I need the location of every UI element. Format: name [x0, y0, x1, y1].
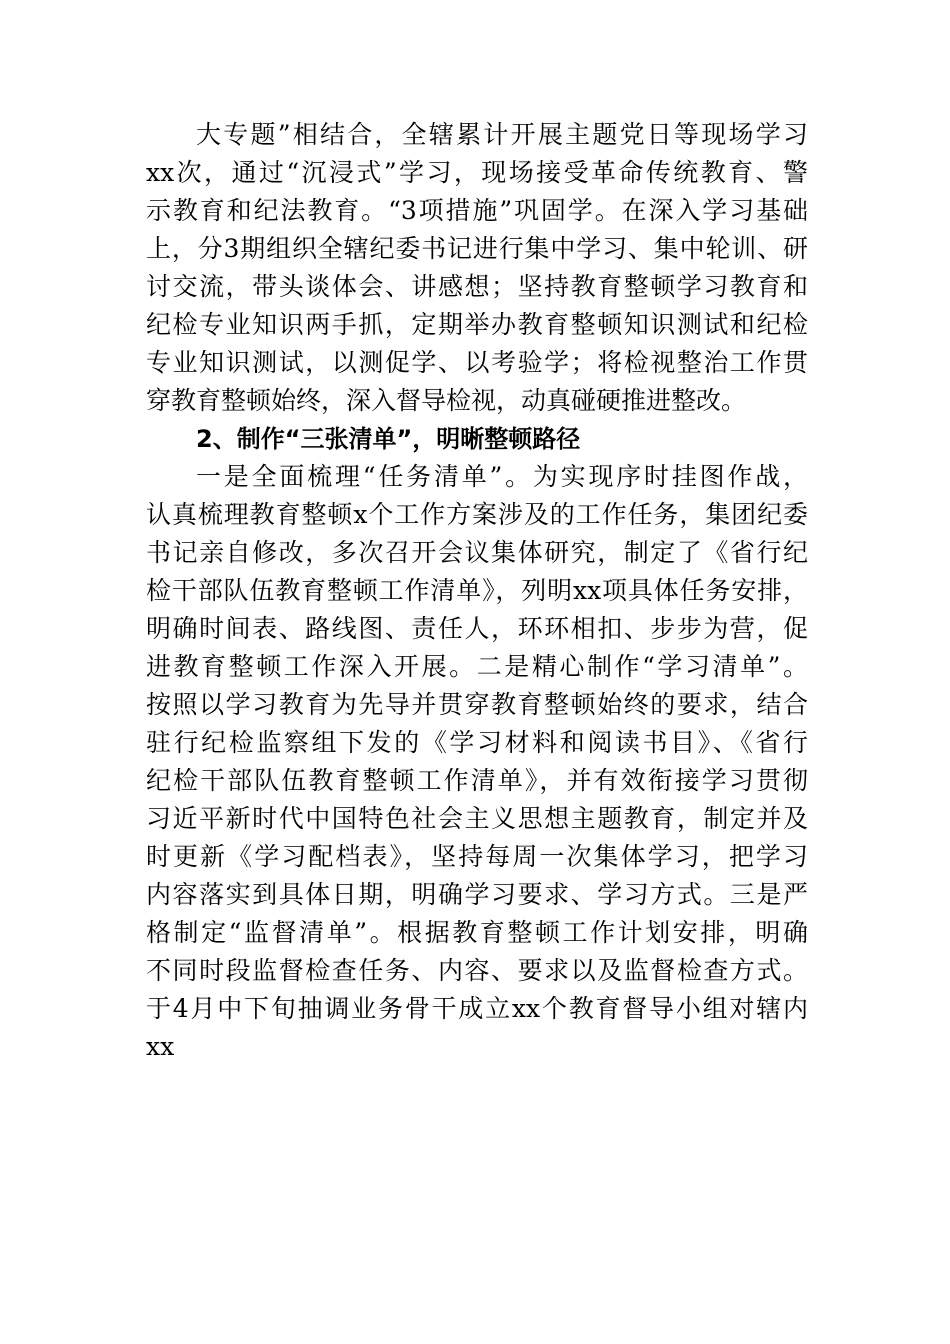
text-line: 书记亲自修改，多次召开会议集体研究，制定了《省行纪 [146, 538, 808, 567]
paragraph-2 [146, 458, 808, 1066]
text-line: xx [146, 1032, 175, 1061]
text-line: xx次，通过“沉浸式”学习，现场接受革命传统教育、警 [146, 158, 808, 187]
text-line: 驻行纪检监察组下发的《学习材料和阅读书目》、《省行 [146, 728, 808, 757]
text-line: 穿教育整顿始终，深入督导检视，动真碰硬推进整改。 [146, 386, 747, 415]
text-line: 检干部队伍教育整顿工作清单》，列明xx项具体任务安排， [146, 576, 808, 605]
text-line: 一是全面梳理“任务清单”。为实现序时挂图作战， [196, 462, 808, 491]
text-line: 进教育整顿工作深入开展。二是精心制作“学习清单”。 [146, 652, 808, 681]
text-line: 专业知识测试，以测促学、以考验学；将检视整治工作贯 [146, 348, 808, 377]
text-line: 时更新《学习配档表》，坚持每周一次集体学习，把学习 [146, 842, 808, 871]
text-line: 明确时间表、路线图、责任人，环环相扣、步步为营，促 [146, 614, 808, 643]
text-line: 示教育和纪法教育。“3项措施”巩固学。在深入学习基础 [146, 196, 808, 225]
text-line: 习近平新时代中国特色社会主义思想主题教育，制定并及 [146, 804, 808, 833]
text-line: 格制定“监督清单”。根据教育整顿工作计划安排，明确 [146, 918, 808, 947]
text-line: 纪检干部队伍教育整顿工作清单》，并有效衔接学习贯彻 [146, 766, 808, 795]
section-heading: 2、制作“三张清单”，明晰整顿路径 [196, 425, 581, 453]
text-line: 于4月中下旬抽调业务骨干成立xx个教育督导小组对辖内 [146, 994, 808, 1023]
text-line: 按照以学习教育为先导并贯穿教育整顿始终的要求，结合 [146, 690, 808, 719]
text-line: 大专题”相结合，全辖累计开展主题党日等现场学习 [196, 120, 808, 149]
text-line: 上，分3期组织全辖纪委书记进行集中学习、集中轮训、研 [146, 234, 808, 263]
paragraph-1 [146, 116, 808, 420]
text-line: 内容落实到具体日期，明确学习要求、学习方式。三是严 [146, 880, 808, 909]
text-line: 纪检专业知识两手抓，定期举办教育整顿知识测试和纪检 [146, 310, 808, 339]
text-line: 讨交流，带头谈体会、讲感想；坚持教育整顿学习教育和 [146, 272, 808, 301]
text-line: 不同时段监督检查任务、内容、要求以及监督检查方式。 [146, 956, 808, 985]
document-body [146, 116, 808, 1066]
text-line: 认真梳理教育整顿x个工作方案涉及的工作任务，集团纪委 [146, 500, 808, 529]
